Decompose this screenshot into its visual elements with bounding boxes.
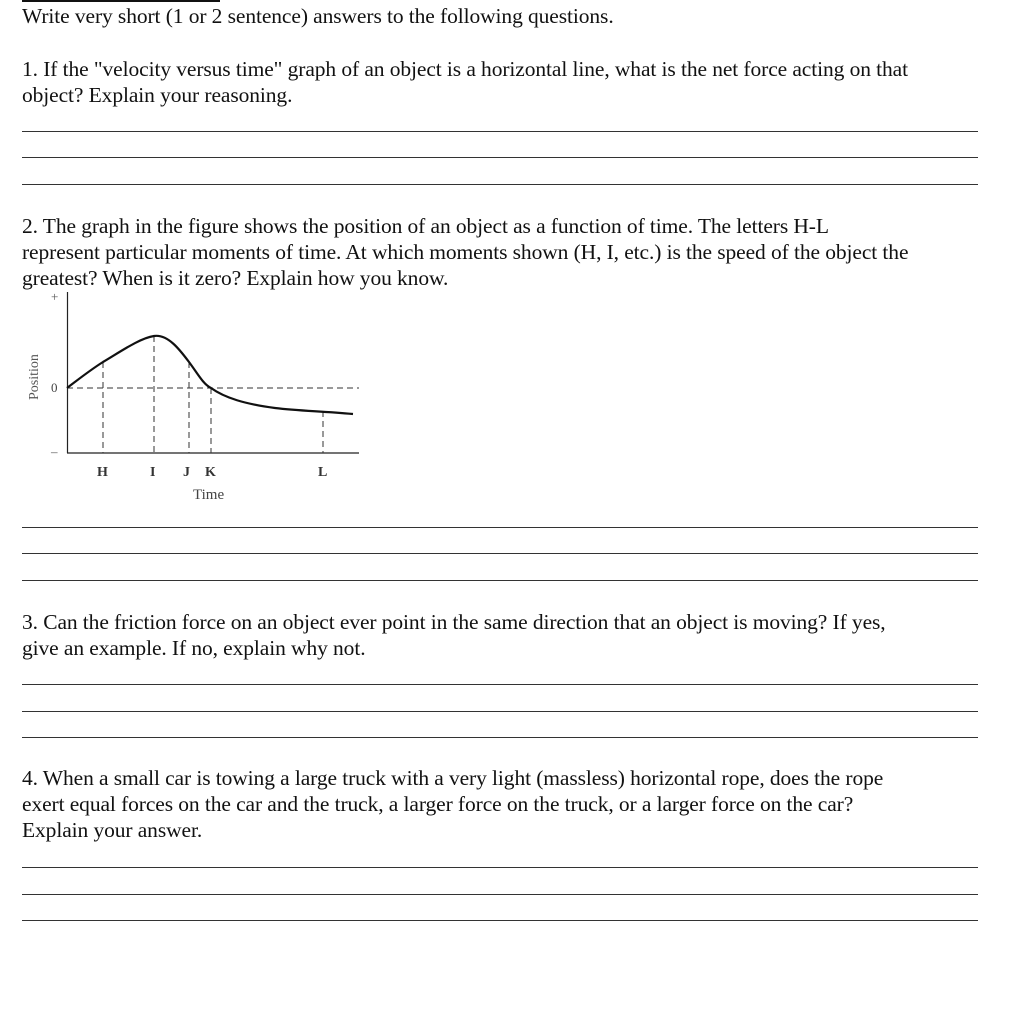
answer-line-q1-1[interactable] bbox=[22, 131, 978, 132]
answer-line-q3-3[interactable] bbox=[22, 737, 978, 738]
question-2-line-1: 2. The graph in the figure shows the position of an object as a function of time. The letters H-L bbox=[22, 214, 829, 238]
answer-line-q1-2[interactable] bbox=[22, 157, 978, 158]
answer-line-q2-3[interactable] bbox=[22, 580, 978, 581]
answer-line-q4-1[interactable] bbox=[22, 867, 978, 868]
position-curve bbox=[67, 336, 353, 414]
answer-line-q2-1[interactable] bbox=[22, 527, 978, 528]
x-axis-label: Time bbox=[193, 487, 225, 503]
position-time-graph bbox=[0, 284, 380, 514]
question-2-line-2: represent particular moments of time. At which moments shown (H, I, etc.) is the speed of the object the bbox=[22, 240, 909, 264]
y-tick-zero: 0 bbox=[51, 380, 58, 395]
answer-line-q3-1[interactable] bbox=[22, 684, 978, 685]
question-4-line-2: exert equal forces on the car and the truck, a larger force on the truck, or a larger force on the car? bbox=[22, 792, 854, 816]
answer-line-q2-2[interactable] bbox=[22, 553, 978, 554]
question-1-line-2: object? Explain your reasoning. bbox=[22, 83, 293, 107]
question-3-line-2: give an example. If no, explain why not. bbox=[22, 636, 366, 660]
tick-H: H bbox=[97, 465, 108, 480]
question-1-line-1: 1. If the "velocity versus time" graph of an object is a horizontal line, what is the net force acting on that bbox=[22, 57, 908, 81]
tick-K: K bbox=[205, 465, 216, 480]
tick-L: L bbox=[318, 465, 328, 480]
instructions: Write very short (1 or 2 sentence) answers to the following questions. bbox=[22, 4, 614, 28]
tick-J: J bbox=[183, 465, 190, 480]
question-4-line-1: 4. When a small car is towing a large truck with a very light (massless) horizontal rope, does the rope bbox=[22, 766, 884, 790]
y-tick-minus: – bbox=[51, 444, 58, 459]
top-underline bbox=[22, 0, 220, 2]
answer-line-q4-3[interactable] bbox=[22, 920, 978, 921]
answer-line-q3-2[interactable] bbox=[22, 711, 978, 712]
question-2-line-3: greatest? When is it zero? Explain how you know. bbox=[22, 266, 449, 290]
y-axis-label: Position bbox=[27, 354, 42, 400]
y-tick-plus: + bbox=[51, 289, 59, 304]
question-3-line-1: 3. Can the friction force on an object ever point in the same direction that an object is moving? If yes, bbox=[22, 610, 886, 634]
answer-line-q4-2[interactable] bbox=[22, 894, 978, 895]
question-4-line-3: Explain your answer. bbox=[22, 818, 203, 842]
tick-I: I bbox=[150, 465, 156, 480]
answer-line-q1-3[interactable] bbox=[22, 184, 978, 185]
